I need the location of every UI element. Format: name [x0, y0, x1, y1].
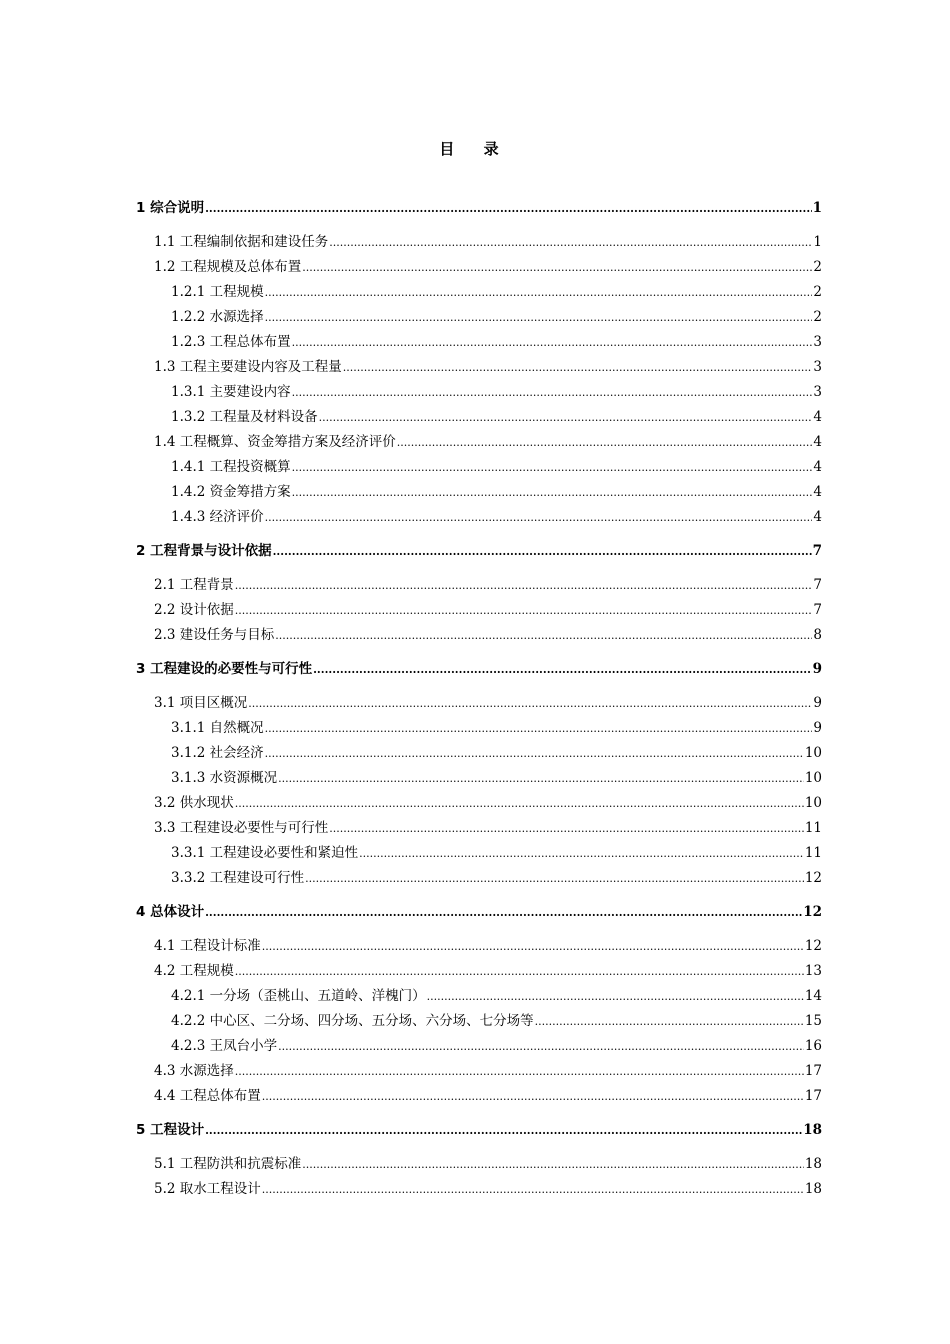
toc-entry-level-3[interactable]: [136, 841, 822, 866]
toc-entry-page-number: 4: [813, 434, 822, 450]
toc-leader-dots: [329, 816, 804, 841]
toc-entry-label: 3.1 项目区概况: [154, 695, 248, 711]
toc-entry-page-number: 8: [813, 627, 822, 643]
toc-leader-dots: [329, 230, 812, 255]
toc-entry-page-number: 4: [813, 409, 822, 425]
toc-leader-dots: [235, 573, 813, 598]
toc-entry-page-number: 12: [804, 870, 822, 886]
toc-entry-page-number: 12: [803, 904, 822, 920]
toc-entry-level-1[interactable]: [136, 900, 822, 925]
toc-entry-page-number: 7: [813, 602, 822, 618]
toc-leader-dots: [235, 1059, 804, 1084]
toc-leader-dots: [262, 934, 804, 959]
toc-entry-page-number: 15: [804, 1013, 822, 1029]
toc-entry-level-3[interactable]: [136, 1034, 822, 1059]
toc-leader-dots: [302, 255, 812, 280]
toc-entry-label: 4.2 工程规模: [154, 963, 234, 979]
toc-entry-label: 4.2.2 中心区、二分场、四分场、五分场、六分场、七分场等: [171, 1013, 534, 1029]
toc-entry-label: 3.3.1 工程建设必要性和紧迫性: [171, 845, 359, 861]
toc-entry-label: 5.2 取水工程设计: [154, 1181, 261, 1197]
toc-entry-level-2[interactable]: [136, 934, 822, 959]
toc-entry-page-number: 4: [813, 459, 822, 475]
toc-entry-page-number: 7: [812, 543, 822, 559]
toc-entry-page-number: 17: [804, 1088, 822, 1104]
toc-entry-level-2[interactable]: [136, 573, 822, 598]
toc-leader-dots: [248, 691, 812, 716]
toc-entry-level-2[interactable]: [136, 623, 822, 648]
toc-entry-level-3[interactable]: [136, 455, 822, 480]
toc-leader-dots: [262, 1084, 804, 1109]
toc-leader-dots: [265, 505, 813, 530]
toc-entry-page-number: 18: [804, 1181, 822, 1197]
toc-entry-label: 4 总体设计: [136, 904, 205, 920]
toc-leader-dots: [275, 623, 812, 648]
toc-entry-level-3[interactable]: [136, 716, 822, 741]
toc-entry-label: 3.1.1 自然概况: [171, 720, 264, 736]
toc-entry-level-2[interactable]: [136, 959, 822, 984]
toc-entry-label: 1.4.3 经济评价: [171, 509, 264, 525]
toc-entry-page-number: 18: [803, 1122, 822, 1138]
toc-entry-page-number: 9: [813, 695, 822, 711]
toc-leader-dots: [265, 305, 813, 330]
toc-title: 目 录: [439, 140, 511, 158]
toc-entry-level-2[interactable]: [136, 230, 822, 255]
toc-entry-label: 1.2.2 水源选择: [171, 309, 264, 325]
toc-entry-page-number: 10: [804, 795, 822, 811]
toc-entry-level-2[interactable]: [136, 430, 822, 455]
toc-entry-label: 4.3 水源选择: [154, 1063, 234, 1079]
toc-leader-dots: [292, 480, 813, 505]
toc-leader-dots: [292, 455, 813, 480]
toc-entry-page-number: 3: [813, 384, 822, 400]
toc-entry-level-3[interactable]: [136, 505, 822, 530]
toc-entry-level-3[interactable]: [136, 280, 822, 305]
toc-entry-level-3[interactable]: [136, 405, 822, 430]
toc-entry-label: 5 工程设计: [136, 1122, 205, 1138]
toc-entry-label: 4.2.3 王凤台小学: [171, 1038, 278, 1054]
toc-entry-level-2[interactable]: [136, 1152, 822, 1177]
toc-leader-dots: [319, 405, 813, 430]
toc-entry-level-1[interactable]: [136, 1118, 822, 1143]
toc-entry-label: 5.1 工程防洪和抗震标准: [154, 1156, 302, 1172]
toc-entry-label: 2.1 工程背景: [154, 577, 234, 593]
toc-leader-dots: [292, 380, 813, 405]
toc-entry-page-number: 3: [813, 334, 822, 350]
toc-entry-page-number: 11: [804, 845, 822, 861]
toc-entry-level-3[interactable]: [136, 305, 822, 330]
toc-leader-dots: [265, 280, 813, 305]
toc-entry-page-number: 14: [804, 988, 822, 1004]
toc-entry-label: 1.2.3 工程总体布置: [171, 334, 291, 350]
toc-leader-dots: [305, 866, 804, 891]
toc-entry-level-2[interactable]: [136, 598, 822, 623]
toc-entry-level-2[interactable]: [136, 255, 822, 280]
toc-entry-level-3[interactable]: [136, 766, 822, 791]
toc-leader-dots: [235, 959, 804, 984]
toc-entry-page-number: 11: [804, 820, 822, 836]
toc-entry-level-2[interactable]: [136, 1177, 822, 1202]
toc-entry-page-number: 2: [813, 309, 822, 325]
toc-entry-label: 2.2 设计依据: [154, 602, 234, 618]
toc-entry-page-number: 2: [813, 284, 822, 300]
toc-leader-dots: [292, 330, 813, 355]
toc-entry-page-number: 12: [804, 938, 822, 954]
toc-entry-level-2[interactable]: [136, 816, 822, 841]
toc-entry-page-number: 16: [804, 1038, 822, 1054]
toc-entry-page-number: 9: [812, 661, 822, 677]
toc-entry-level-3[interactable]: [136, 1009, 822, 1034]
toc-leader-dots: [397, 430, 813, 455]
toc-entry-label: 3.3.2 工程建设可行性: [171, 870, 305, 886]
toc-entry-level-3[interactable]: [136, 480, 822, 505]
toc-entry-label: 3.1.2 社会经济: [171, 745, 264, 761]
toc-entry-label: 2 工程背景与设计依据: [136, 543, 272, 559]
toc-entry-level-3[interactable]: [136, 330, 822, 355]
toc-entry-level-3[interactable]: [136, 380, 822, 405]
toc-entry-level-2[interactable]: [136, 1084, 822, 1109]
toc-entry-level-3[interactable]: [136, 984, 822, 1009]
toc-entry-page-number: 13: [804, 963, 822, 979]
toc-leader-dots: [265, 741, 804, 766]
toc-leader-dots: [313, 657, 812, 682]
toc-entry-label: 4.1 工程设计标准: [154, 938, 261, 954]
toc-entry-page-number: 7: [813, 577, 822, 593]
toc-entry-label: 1.3 工程主要建设内容及工程量: [154, 359, 342, 375]
table-of-contents: [136, 196, 822, 1202]
toc-entry-label: 3.3 工程建设必要性与可行性: [154, 820, 329, 836]
toc-entry-label: 2.3 建设任务与目标: [154, 627, 275, 643]
toc-leader-dots: [343, 355, 813, 380]
toc-leader-dots: [278, 766, 804, 791]
toc-entry-level-2[interactable]: [136, 355, 822, 380]
toc-leader-dots: [359, 841, 804, 866]
toc-entry-page-number: 3: [813, 359, 822, 375]
toc-leader-dots: [262, 1177, 804, 1202]
toc-entry-page-number: 1: [813, 234, 822, 250]
toc-entry-page-number: 4: [813, 509, 822, 525]
toc-entry-label: 3.1.3 水资源概况: [171, 770, 278, 786]
toc-entry-page-number: 18: [804, 1156, 822, 1172]
toc-entry-page-number: 17: [804, 1063, 822, 1079]
toc-leader-dots: [535, 1009, 804, 1034]
toc-entry-label: 1.2 工程规模及总体布置: [154, 259, 302, 275]
toc-leader-dots: [205, 196, 812, 221]
toc-entry-label: 1 综合说明: [136, 200, 205, 216]
toc-leader-dots: [427, 984, 804, 1009]
toc-entry-level-2[interactable]: [136, 1059, 822, 1084]
toc-entry-page-number: 9: [813, 720, 822, 736]
toc-entry-level-2[interactable]: [136, 791, 822, 816]
toc-entry-page-number: 4: [813, 484, 822, 500]
toc-entry-level-2[interactable]: [136, 691, 822, 716]
toc-entry-level-1[interactable]: [136, 196, 822, 221]
toc-entry-label: 1.2.1 工程规模: [171, 284, 264, 300]
toc-leader-dots: [302, 1152, 804, 1177]
toc-entry-label: 1.4.1 工程投资概算: [171, 459, 291, 475]
toc-leader-dots: [278, 1034, 804, 1059]
toc-entry-label: 4.2.1 一分场（歪桃山、五道岭、洋槐门）: [171, 988, 426, 1004]
toc-leader-dots: [205, 1118, 802, 1143]
toc-leader-dots: [235, 791, 804, 816]
toc-entry-level-3[interactable]: [136, 741, 822, 766]
toc-entry-page-number: 1: [812, 200, 822, 216]
toc-entry-label: 4.4 工程总体布置: [154, 1088, 261, 1104]
toc-entry-label: 3 工程建设的必要性与可行性: [136, 661, 313, 677]
toc-leader-dots: [205, 900, 802, 925]
toc-leader-dots: [265, 716, 813, 741]
toc-entry-label: 3.2 供水现状: [154, 795, 234, 811]
toc-entry-page-number: 10: [804, 745, 822, 761]
toc-entry-level-3[interactable]: [136, 866, 822, 891]
toc-leader-dots: [273, 539, 812, 564]
toc-leader-dots: [235, 598, 813, 623]
toc-entry-label: 1.4 工程概算、资金筹措方案及经济评价: [154, 434, 396, 450]
toc-entry-label: 1.4.2 资金筹措方案: [171, 484, 291, 500]
toc-entry-page-number: 2: [813, 259, 822, 275]
toc-entry-level-1[interactable]: [136, 657, 822, 682]
toc-entry-page-number: 10: [804, 770, 822, 786]
toc-entry-label: 1.3.2 工程量及材料设备: [171, 409, 318, 425]
toc-entry-label: 1.1 工程编制依据和建设任务: [154, 234, 329, 250]
toc-entry-label: 1.3.1 主要建设内容: [171, 384, 291, 400]
toc-entry-level-1[interactable]: [136, 539, 822, 564]
